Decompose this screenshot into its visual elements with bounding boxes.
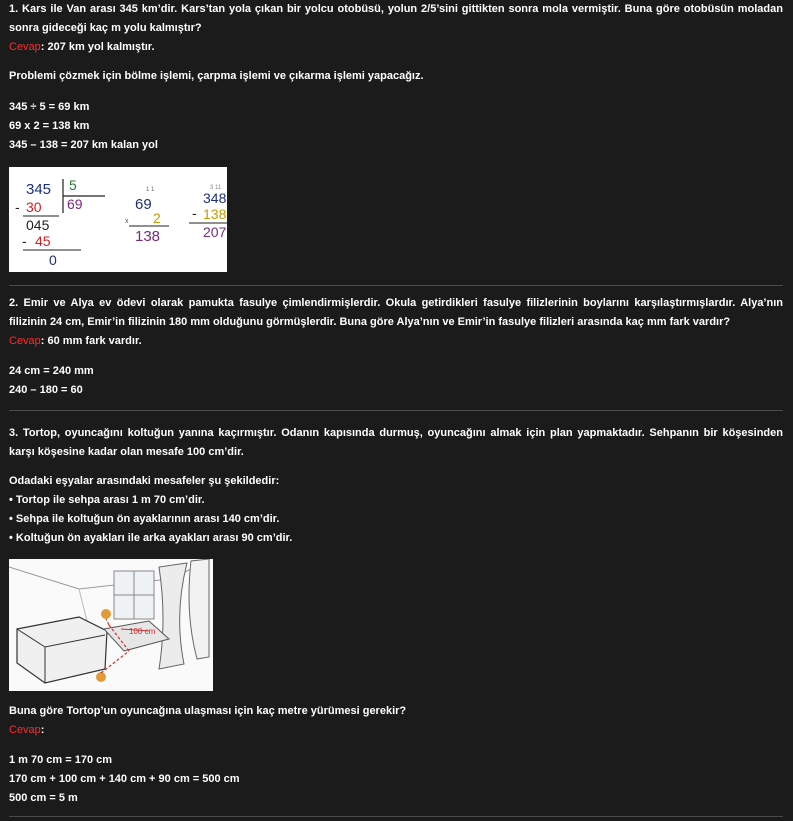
q3-intro: Odadaki eşyalar arasındaki mesafeler şu şekildedir: <box>9 475 280 487</box>
div-divisor: 5 <box>69 177 77 193</box>
mul-result: 138 <box>135 228 161 245</box>
sub-a: 348 <box>203 190 227 206</box>
q2-step-2: 240 – 180 = 60 <box>9 384 83 396</box>
mul-b: 2 <box>153 210 161 226</box>
q3-question: 3. Tortop, oyuncağını koltuğun yanına kaçırmıştır. Odanın kapısında durmuş, oyuncağını almak için plan yapmaktadır. Sehpanın bir köşesinden karşı köşesine kadar olan mesafe 100 cm’dir. <box>9 427 783 458</box>
div-minus-2: - <box>22 233 27 249</box>
sub-result: 207 <box>203 224 227 240</box>
tortop-icon <box>96 672 106 682</box>
distance-label: 100 cm <box>129 627 156 636</box>
q3-bullet-1: • Tortop ile sehpa arası 1 m 70 cm’dir. <box>9 494 205 506</box>
room-illustration <box>9 559 213 691</box>
div-dividend: 345 <box>26 181 52 198</box>
div-rem2: 0 <box>49 252 57 268</box>
q3-bullet-3: • Koltuğun ön ayakları ile arka ayakları arası 90 cm’dir. <box>9 532 293 544</box>
div-quotient: 69 <box>67 196 83 212</box>
q1-answer <box>9 38 783 57</box>
sub-op: - <box>192 205 197 221</box>
toy-icon <box>101 609 111 619</box>
mul-carry: 1 1 <box>146 187 155 193</box>
q3-answer-text: : <box>40 724 45 736</box>
q1-question: 1. Kars ile Van arası 345 km’dir. Kars’tan yola çıkan bir yolcu otobüsü, yolun 2/5’sini gittikten sonra mola vermiştir. Buna göre otobüsün moladan sonra gideceği kaç m yolu kalmıştır? <box>9 3 783 34</box>
q3-step-2: 170 cm + 100 cm + 140 cm + 90 cm = 500 cm <box>9 773 240 785</box>
q3-step-1: 1 m 70 cm = 170 cm <box>9 754 113 766</box>
q2-answer-text: : 60 mm fark vardır. <box>40 335 142 347</box>
q3-answer-label: Cevap <box>9 724 41 736</box>
q1-step-2: 69 x 2 = 138 km <box>9 120 90 132</box>
q1-explanation: Problemi çözmek için bölme işlemi, çarpma işlemi ve çıkarma işlemi yapacağız. <box>9 70 424 82</box>
q3-step-3: 500 cm = 5 m <box>9 792 78 804</box>
q1-step-3: 345 – 138 = 207 km kalan yol <box>9 139 158 151</box>
q1-step-1: 345 ÷ 5 = 69 km <box>9 101 90 113</box>
divider-3 <box>9 816 783 817</box>
mul-a: 69 <box>135 196 152 213</box>
sub-carry: 3 11 <box>210 185 222 191</box>
q1-calculation-figure <box>9 167 227 272</box>
q2-answer <box>9 332 783 351</box>
div-rem1: 045 <box>26 217 50 233</box>
mul-op: x <box>125 218 129 225</box>
q1-answer-label: Cevap <box>9 41 41 53</box>
div-minus-1: - <box>15 199 20 215</box>
div-sub2: 45 <box>35 233 51 249</box>
divider-1 <box>9 285 783 286</box>
div-sub1: 30 <box>26 199 42 215</box>
q2-question: 2. Emir ve Alya ev ödevi olarak pamukta fasulye çimlendirmişlerdir. Okula getirdikleri fasulye filizlerinin boylarını karşılaştırmışlardır. Alya’nın filizinin 24 cm, Emir’in filizinin 180 mm olduğunu görmüşlerdir. Buna göre Alya’nın ve Emir’in fasulye filizleri arasında kaç mm fark vardır? <box>9 297 783 328</box>
q1-answer-text: : 207 km yol kalmıştır. <box>40 41 155 53</box>
divider-2 <box>9 410 783 411</box>
q3-ask: Buna göre Tortop’un oyuncağına ulaşması için kaç metre yürümesi gerekir? <box>9 705 407 717</box>
q2-step-1: 24 cm = 240 mm <box>9 365 94 377</box>
q3-answer <box>9 721 783 740</box>
sub-b: 138 <box>203 206 227 222</box>
q2-answer-label: Cevap <box>9 335 41 347</box>
q3-bullet-2: • Sehpa ile koltuğun ön ayaklarının arası 140 cm’dir. <box>9 513 280 525</box>
